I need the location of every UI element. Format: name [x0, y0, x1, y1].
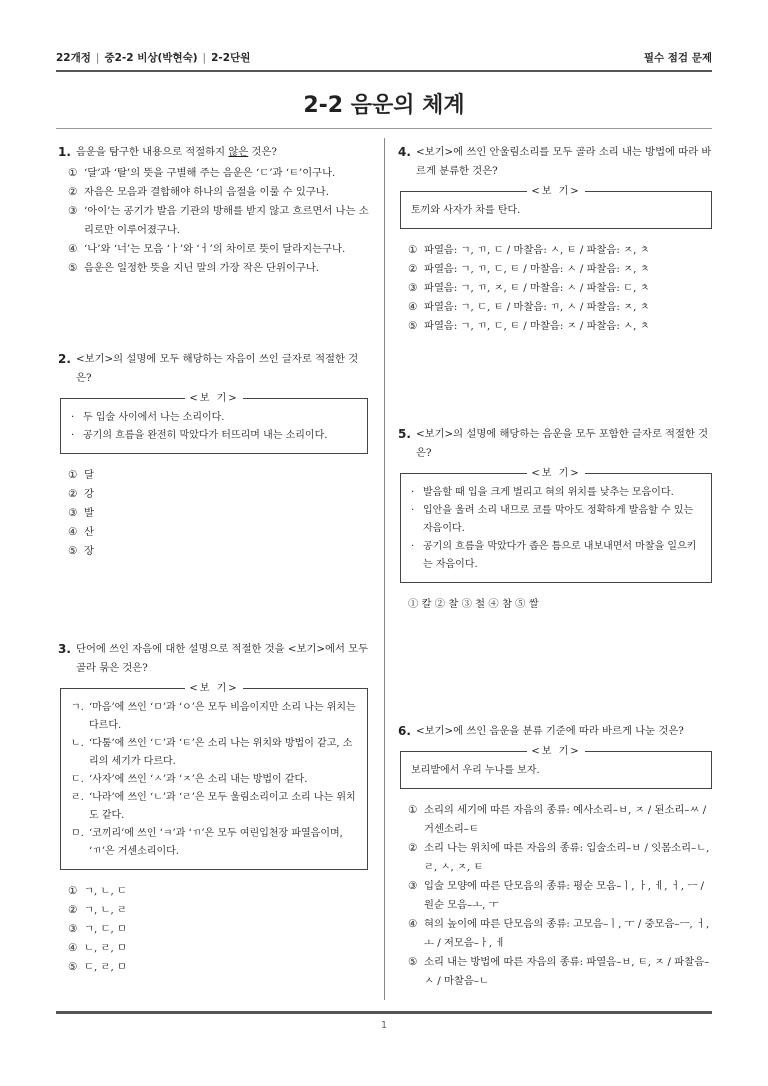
bogi-line [411, 484, 701, 502]
bogi-box [400, 746, 712, 789]
option-text: 소리의 세기에 따른 자음의 종류: 예사소리–ㅂ, ㅈ / 된소리–ㅆ / 거센소리–ㅌ [424, 804, 707, 835]
title-rule [56, 128, 712, 129]
option-text: ㄱ, ㄴ, ㄹ [84, 904, 127, 916]
bogi-bullet: ㄱ. [71, 702, 84, 713]
bogi-line [411, 502, 701, 538]
question-text-part: 것은? [248, 146, 277, 158]
bogi-text: ‘다툼’에 쓰인 ‘ㄷ’과 ‘ㅌ’은 소리 나는 위치와 방법이 같고, 소리의 세기가 다르다. [89, 738, 353, 767]
bogi-bullet: ㅁ. [71, 828, 84, 839]
option-5[interactable] [68, 958, 370, 977]
question-text: <보기>에 쓰인 음운을 분류 기준에 따라 바르게 나눈 것은? [416, 725, 684, 737]
option-1[interactable] [68, 882, 370, 901]
option-text: 파열음: ㄱ, ㄲ, ㄷ, ㅌ / 마찰음: ㅈ / 파찰음: ㅅ, ㅊ [424, 320, 650, 332]
bogi-box [60, 683, 368, 870]
question-3 [58, 640, 370, 977]
option-mark: ① [408, 244, 418, 256]
option-text: 파열음: ㄱ, ㄲ, ㄷ / 마찰음: ㅅ, ㅌ / 파찰음: ㅈ, ㅊ [424, 244, 650, 256]
header-separator: | [202, 52, 207, 64]
bogi-caption: <보 기> [527, 186, 584, 197]
header-unit: 2-2단원 [211, 52, 251, 64]
question-6 [398, 722, 714, 991]
question-text: <보기>의 설명에 해당하는 음운을 모두 포함한 글자로 적절한 것은? [416, 428, 709, 459]
option-text: 음운은 일정한 뜻을 지닌 말의 가장 작은 단위이구나. [84, 262, 320, 274]
question-2 [58, 350, 370, 561]
bogi-line [71, 825, 357, 861]
option-text: 장 [84, 545, 94, 557]
bogi-text: ‘코끼리’에 쓰인 ‘ㅋ’과 ‘ㄲ’은 모두 여린입천장 파열음이며, ‘ㄲ’은 거센소리이다. [89, 828, 343, 857]
question-5 [398, 425, 714, 614]
bogi-text: ‘나라’에 쓰인 ‘ㄴ’과 ‘ㄹ’은 모두 울림소리이고 소리 나는 위치도 같다. [89, 792, 356, 821]
option-mark: ② [408, 263, 418, 275]
bogi-caption: <보 기> [527, 746, 584, 757]
option-text: 자음은 모음과 결합해야 하나의 음절을 이룰 수 있구나. [84, 186, 330, 198]
option-mark: ③ [408, 282, 418, 294]
header-right-label: 필수 점검 문제 [643, 52, 712, 64]
option-mark: ⑤ [68, 545, 78, 557]
question-1 [58, 143, 370, 278]
option-3[interactable] [408, 279, 714, 298]
option-mark: ② [408, 842, 418, 854]
bogi-line [71, 789, 357, 825]
question-number: 5. [398, 427, 411, 441]
options-list [68, 466, 370, 561]
option-text: ㄱ, ㄴ, ㄷ [84, 885, 127, 897]
option-mark: ① [68, 885, 78, 897]
question-4 [398, 143, 714, 336]
option-text: 파열음: ㄱ, ㄲ, ㅈ, ㅌ / 마찰음: ㅅ / 파찰음: ㄷ, ㅊ [424, 282, 650, 294]
bogi-bullet: · [71, 412, 75, 423]
bogi-bullet: · [411, 487, 415, 498]
options-inline[interactable]: ① 칼 ② 찰 ③ 철 ④ 참 ⑤ 쌀 [408, 598, 539, 610]
option-text: 입술 모양에 따른 단모음의 종류: 평순 모음–ㅣ, ㅏ, ㅔ, ㅓ, ㅡ / 원순 모음–ㅗ, ㅜ [424, 880, 705, 911]
option-5[interactable] [68, 259, 370, 278]
option-text: 파열음: ㄱ, ㄲ, ㄷ, ㅌ / 마찰음: ㅅ / 파찰음: ㅈ, ㅊ [424, 263, 650, 275]
bogi-bullet: · [71, 430, 75, 441]
bogi-caption: <보 기> [185, 393, 242, 404]
option-text: 강 [84, 488, 94, 500]
option-mark: ⑤ [68, 961, 78, 973]
bogi-line [71, 699, 357, 735]
option-5[interactable] [408, 317, 714, 336]
page-title: 2-2 음운의 체계 [303, 93, 465, 118]
bogi-line [71, 427, 357, 445]
option-4[interactable] [68, 939, 370, 958]
option-mark: ⑤ [68, 262, 78, 274]
header-curriculum: 22개정 [56, 52, 91, 64]
options-list [68, 882, 370, 977]
question-number: 2. [58, 352, 71, 366]
option-mark: ④ [68, 243, 78, 255]
option-text: ㄷ, ㄹ, ㅁ [84, 961, 127, 973]
bogi-bullet: · [411, 541, 415, 552]
page-number: 1 [380, 1020, 388, 1031]
option-mark: ① [68, 469, 78, 481]
header-separator: | [95, 52, 100, 64]
option-4[interactable] [68, 240, 370, 259]
header-rule [56, 70, 712, 72]
header-textbook: 중2-2 비상(박현숙) [104, 52, 198, 64]
option-2[interactable] [68, 183, 370, 202]
option-text: ㄱ, ㄷ, ㅁ [84, 923, 127, 935]
option-mark: ② [68, 904, 78, 916]
option-3[interactable] [68, 504, 370, 523]
option-2[interactable] [408, 839, 714, 877]
option-mark: ① [408, 804, 418, 816]
option-1[interactable] [408, 801, 714, 839]
option-text: 파열음: ㄱ, ㄷ, ㅌ / 마찰음: ㄲ, ㅅ / 파찰음: ㅈ, ㅊ [424, 301, 650, 313]
question-text: <보기>에 쓰인 안울림소리를 모두 골라 소리 내는 방법에 따라 바르게 분류한 것은? [416, 146, 712, 177]
option-4[interactable] [408, 915, 714, 953]
option-mark: ② [68, 186, 78, 198]
bogi-line [71, 735, 357, 771]
option-text: ‘아이’는 공기가 발음 기관의 방해를 받지 않고 흐르면서 나는 소리로만 이루어졌구나. [84, 205, 369, 236]
question-text: <보기>의 설명에 모두 해당하는 자음이 쓰인 글자로 적절한 것은? [76, 353, 359, 384]
bogi-box [400, 468, 712, 583]
option-3[interactable] [68, 920, 370, 939]
option-text: 달 [84, 469, 94, 481]
option-text: 산 [84, 526, 94, 538]
question-text: 단어에 쓰인 자음에 대한 설명으로 적절한 것을 <보기>에서 모두 골라 묶은 것은? [76, 643, 369, 674]
option-mark: ⑤ [408, 320, 418, 332]
bogi-bullet: · [411, 505, 415, 516]
options-list [408, 241, 714, 336]
bogi-bullet: ㄴ. [71, 738, 84, 749]
column-divider [384, 138, 385, 1000]
option-text: 소리 나는 위치에 따른 자음의 종류: 입술소리–ㅂ / 잇몸소리–ㄴ, ㄹ, ㅅ, ㅈ, ㅌ [424, 842, 710, 873]
header-left [56, 50, 250, 65]
question-text-part: 음운을 탐구한 내용으로 적절하지 [76, 146, 229, 158]
bogi-text: 공기의 흐름을 막았다가 좁은 틈으로 내보내면서 마찰을 일으키는 자음이다. [423, 541, 697, 570]
option-mark: ③ [408, 880, 418, 892]
option-mark: ③ [68, 205, 78, 217]
option-text: ㄴ, ㄹ, ㅁ [84, 942, 127, 954]
option-text: 소리 내는 방법에 따른 자음의 종류: 파열음–ㅂ, ㅌ, ㅈ / 파찰음–ㅅ / 마찰음–ㄴ [424, 956, 710, 987]
option-mark: ④ [408, 918, 418, 930]
bogi-line [411, 762, 701, 780]
option-text: ‘달’과 ‘탈’의 뜻을 구별해 주는 음운은 ‘ㄷ’과 ‘ㅌ’이구나. [84, 167, 336, 179]
bogi-text: 보리밭에서 우리 누나를 보자. [411, 765, 540, 776]
options-list [68, 164, 370, 278]
question-number: 6. [398, 724, 411, 738]
bogi-bullet: ㄷ. [71, 774, 84, 785]
bogi-text: 공기의 흐름을 완전히 막았다가 터뜨리며 내는 소리이다. [83, 430, 328, 441]
option-text: ‘나’와 ‘너’는 모음 ‘ㅏ’와 ‘ㅓ’의 차이로 뜻이 달라지는구나. [84, 243, 346, 255]
option-mark: ④ [68, 526, 78, 538]
option-mark: ④ [68, 942, 78, 954]
bogi-line [71, 409, 357, 427]
bogi-line [71, 771, 357, 789]
bogi-bullet: ㄹ. [71, 792, 84, 803]
bogi-text: 두 입술 사이에서 나는 소리이다. [83, 412, 225, 423]
question-number: 1. [58, 145, 71, 159]
underlined-word: 않은 [228, 146, 249, 158]
options-list [408, 801, 714, 991]
question-number: 4. [398, 145, 411, 159]
option-4[interactable] [408, 298, 714, 317]
option-5[interactable] [408, 953, 714, 991]
page-header [56, 50, 712, 66]
option-4[interactable] [68, 523, 370, 542]
bogi-line [411, 202, 701, 220]
option-3[interactable] [408, 877, 714, 915]
bogi-text: 발음할 때 입을 크게 벌리고 혀의 위치를 낮추는 모음이다. [423, 487, 674, 498]
bogi-text: ‘마음’에 쓰인 ‘ㅁ’과 ‘ㅇ’은 모두 비음이지만 소리 나는 위치는 다르다. [89, 702, 356, 731]
option-mark: ① [68, 167, 78, 179]
bogi-text: 입안을 울려 소리 내므로 코를 막아도 정확하게 발음할 수 있는 자음이다. [423, 505, 694, 534]
option-1[interactable] [68, 164, 370, 183]
option-1[interactable] [408, 241, 714, 260]
option-2[interactable] [408, 260, 714, 279]
option-text: 혀의 높이에 따른 단모음의 종류: 고모음–ㅣ, ㅜ / 중모음–ㅡ, ㅓ, ㅗ / 저모음–ㅏ, ㅔ [424, 918, 710, 949]
option-mark: ④ [408, 301, 418, 313]
bogi-caption: <보 기> [527, 468, 584, 479]
bogi-box [400, 186, 712, 229]
question-text [76, 143, 370, 162]
question-number: 3. [58, 642, 71, 656]
option-2[interactable] [68, 485, 370, 504]
option-mark: ⑤ [408, 956, 418, 968]
bogi-caption: <보 기> [185, 683, 242, 694]
bogi-text: 토끼와 사자가 차를 탄다. [411, 205, 521, 216]
option-mark: ③ [68, 507, 78, 519]
option-1[interactable] [68, 466, 370, 485]
bogi-box [60, 393, 368, 454]
bogi-line [411, 538, 701, 574]
option-5[interactable] [68, 542, 370, 561]
bogi-text: ‘사자’에 쓰인 ‘ㅅ’과 ‘ㅈ’은 소리 내는 방법이 같다. [89, 774, 308, 785]
option-2[interactable] [68, 901, 370, 920]
option-mark: ③ [68, 923, 78, 935]
option-text: 발 [84, 507, 94, 519]
option-mark: ② [68, 488, 78, 500]
footer-rule [56, 1011, 712, 1014]
option-3[interactable] [68, 202, 370, 240]
